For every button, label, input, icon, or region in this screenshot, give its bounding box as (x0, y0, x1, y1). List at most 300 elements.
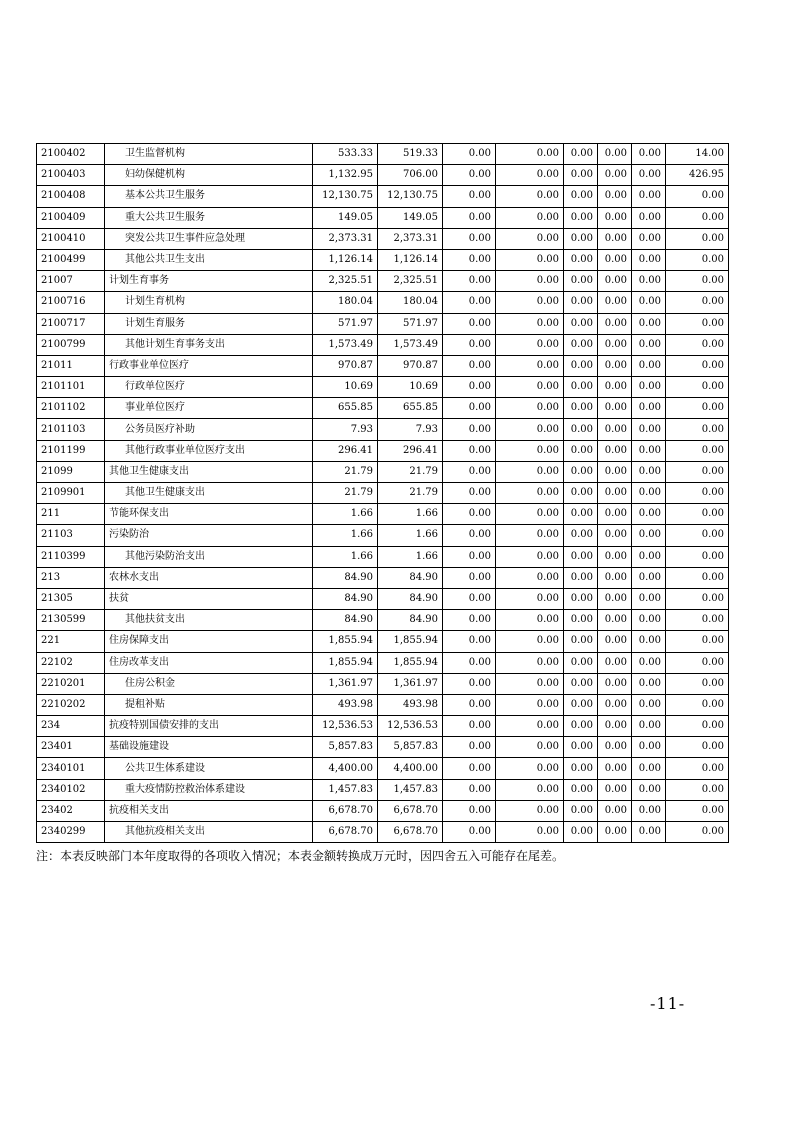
amount-cell: 0.00 (443, 673, 496, 694)
subject-code-cell: 2130599 (37, 610, 105, 631)
table-row (37, 419, 729, 440)
amount-cell: 0.00 (564, 313, 598, 334)
amount-cell: 0.00 (564, 355, 598, 376)
amount-cell: 0.00 (564, 567, 598, 588)
amount-cell: 0.00 (564, 483, 598, 504)
amount-cell: 1,126.14 (313, 249, 378, 270)
table-row (37, 165, 729, 186)
amount-cell: 0.00 (496, 377, 564, 398)
amount-cell: 0.00 (443, 567, 496, 588)
amount-cell: 0.00 (443, 271, 496, 292)
amount-cell: 5,857.83 (378, 737, 443, 758)
amount-cell: 0.00 (666, 822, 729, 843)
table-row (37, 207, 729, 228)
subject-name-cell: 行政单位医疗 (105, 377, 313, 398)
amount-cell: 0.00 (496, 144, 564, 165)
amount-cell: 21.79 (313, 483, 378, 504)
amount-cell: 0.00 (496, 504, 564, 525)
amount-cell: 0.00 (598, 800, 632, 821)
amount-cell: 0.00 (496, 567, 564, 588)
amount-cell: 0.00 (496, 228, 564, 249)
amount-cell: 0.00 (496, 313, 564, 334)
amount-cell: 0.00 (443, 822, 496, 843)
amount-cell: 0.00 (632, 144, 666, 165)
amount-cell: 0.00 (443, 207, 496, 228)
amount-cell: 12,130.75 (378, 186, 443, 207)
amount-cell: 0.00 (443, 631, 496, 652)
table-row (37, 673, 729, 694)
amount-cell: 12,536.53 (378, 716, 443, 737)
amount-cell: 1.66 (378, 525, 443, 546)
table-row (37, 355, 729, 376)
amount-cell: 0.00 (632, 546, 666, 567)
amount-cell: 0.00 (598, 567, 632, 588)
amount-cell: 0.00 (564, 440, 598, 461)
amount-cell: 706.00 (378, 165, 443, 186)
table-row (37, 483, 729, 504)
amount-cell: 1.66 (313, 546, 378, 567)
amount-cell: 0.00 (632, 186, 666, 207)
amount-cell: 0.00 (496, 249, 564, 270)
subject-name-cell: 事业单位医疗 (105, 398, 313, 419)
amount-cell: 0.00 (443, 758, 496, 779)
amount-cell: 0.00 (598, 271, 632, 292)
subject-name-cell: 其他行政事业单位医疗支出 (105, 440, 313, 461)
amount-cell: 0.00 (598, 228, 632, 249)
amount-cell: 2,325.51 (378, 271, 443, 292)
table-body (37, 144, 729, 843)
amount-cell: 4,400.00 (313, 758, 378, 779)
amount-cell: 1,457.83 (313, 779, 378, 800)
amount-cell: 0.00 (496, 631, 564, 652)
amount-cell: 0.00 (496, 525, 564, 546)
amount-cell: 0.00 (598, 377, 632, 398)
amount-cell: 5,857.83 (313, 737, 378, 758)
amount-cell: 0.00 (598, 334, 632, 355)
amount-cell: 0.00 (598, 737, 632, 758)
subject-code-cell: 23401 (37, 737, 105, 758)
amount-cell: 0.00 (496, 610, 564, 631)
subject-code-cell: 2100410 (37, 228, 105, 249)
table-row (37, 186, 729, 207)
amount-cell: 0.00 (598, 398, 632, 419)
amount-cell: 0.00 (564, 525, 598, 546)
amount-cell: 0.00 (632, 716, 666, 737)
table-row (37, 546, 729, 567)
amount-cell: 1,855.94 (378, 631, 443, 652)
amount-cell: 0.00 (564, 228, 598, 249)
amount-cell: 0.00 (496, 588, 564, 609)
amount-cell: 1.66 (378, 546, 443, 567)
amount-cell: 0.00 (443, 483, 496, 504)
amount-cell: 655.85 (378, 398, 443, 419)
table-row (37, 313, 729, 334)
amount-cell: 0.00 (666, 737, 729, 758)
amount-cell: 0.00 (564, 652, 598, 673)
subject-name-cell: 其他公共卫生支出 (105, 249, 313, 270)
subject-name-cell: 基础设施建设 (105, 737, 313, 758)
subject-name-cell: 公共卫生体系建设 (105, 758, 313, 779)
subject-name-cell: 行政事业单位医疗 (105, 355, 313, 376)
subject-code-cell: 21099 (37, 461, 105, 482)
amount-cell: 84.90 (378, 588, 443, 609)
amount-cell: 0.00 (443, 355, 496, 376)
amount-cell: 0.00 (666, 716, 729, 737)
amount-cell: 1,855.94 (313, 652, 378, 673)
amount-cell: 84.90 (313, 588, 378, 609)
amount-cell: 0.00 (598, 249, 632, 270)
subject-code-cell: 213 (37, 567, 105, 588)
table-row (37, 694, 729, 715)
amount-cell: 0.00 (496, 292, 564, 313)
amount-cell: 0.00 (632, 800, 666, 821)
amount-cell: 0.00 (564, 419, 598, 440)
amount-cell: 0.00 (496, 355, 564, 376)
amount-cell: 0.00 (632, 631, 666, 652)
subject-name-cell: 突发公共卫生事件应急处理 (105, 228, 313, 249)
amount-cell: 0.00 (666, 588, 729, 609)
amount-cell: 0.00 (598, 419, 632, 440)
subject-name-cell: 节能环保支出 (105, 504, 313, 525)
amount-cell: 1,361.97 (378, 673, 443, 694)
amount-cell: 296.41 (313, 440, 378, 461)
amount-cell: 0.00 (632, 694, 666, 715)
amount-cell: 0.00 (598, 716, 632, 737)
subject-name-cell: 公务员医疗补助 (105, 419, 313, 440)
amount-cell: 0.00 (598, 207, 632, 228)
amount-cell: 0.00 (666, 207, 729, 228)
subject-name-cell: 污染防治 (105, 525, 313, 546)
subject-code-cell: 2340102 (37, 779, 105, 800)
amount-cell: 180.04 (313, 292, 378, 313)
amount-cell: 0.00 (564, 737, 598, 758)
subject-code-cell: 2100408 (37, 186, 105, 207)
amount-cell: 1.66 (313, 525, 378, 546)
amount-cell: 0.00 (496, 673, 564, 694)
amount-cell: 0.00 (598, 588, 632, 609)
amount-cell: 970.87 (378, 355, 443, 376)
subject-code-cell: 2340299 (37, 822, 105, 843)
amount-cell: 519.33 (378, 144, 443, 165)
amount-cell: 0.00 (496, 737, 564, 758)
amount-cell: 1,573.49 (313, 334, 378, 355)
amount-cell: 0.00 (496, 716, 564, 737)
table-row (37, 398, 729, 419)
amount-cell: 1.66 (313, 504, 378, 525)
amount-cell: 149.05 (378, 207, 443, 228)
amount-cell: 0.00 (632, 461, 666, 482)
amount-cell: 0.00 (666, 673, 729, 694)
amount-cell: 149.05 (313, 207, 378, 228)
amount-cell: 0.00 (666, 419, 729, 440)
amount-cell: 0.00 (598, 652, 632, 673)
table-row (37, 800, 729, 821)
amount-cell: 1,573.49 (378, 334, 443, 355)
amount-cell: 21.79 (378, 461, 443, 482)
amount-cell: 0.00 (632, 207, 666, 228)
amount-cell: 0.00 (632, 525, 666, 546)
amount-cell: 0.00 (564, 588, 598, 609)
amount-cell: 0.00 (443, 440, 496, 461)
amount-cell: 493.98 (313, 694, 378, 715)
amount-cell: 0.00 (443, 292, 496, 313)
amount-cell: 0.00 (564, 165, 598, 186)
amount-cell: 0.00 (666, 504, 729, 525)
amount-cell: 0.00 (598, 144, 632, 165)
amount-cell: 0.00 (666, 758, 729, 779)
amount-cell: 0.00 (632, 610, 666, 631)
amount-cell: 0.00 (666, 779, 729, 800)
subject-code-cell: 211 (37, 504, 105, 525)
amount-cell: 1,132.95 (313, 165, 378, 186)
amount-cell: 0.00 (443, 525, 496, 546)
amount-cell: 6,678.70 (313, 822, 378, 843)
amount-cell: 0.00 (443, 249, 496, 270)
table-row (37, 271, 729, 292)
subject-name-cell: 住房公积金 (105, 673, 313, 694)
table-row (37, 652, 729, 673)
amount-cell: 0.00 (632, 398, 666, 419)
amount-cell: 0.00 (496, 271, 564, 292)
amount-cell: 0.00 (666, 546, 729, 567)
amount-cell: 0.00 (564, 207, 598, 228)
amount-cell: 2,373.31 (313, 228, 378, 249)
amount-cell: 0.00 (632, 271, 666, 292)
table-row (37, 504, 729, 525)
amount-cell: 0.00 (564, 694, 598, 715)
amount-cell: 0.00 (443, 546, 496, 567)
amount-cell: 0.00 (564, 504, 598, 525)
amount-cell: 0.00 (443, 461, 496, 482)
amount-cell: 0.00 (666, 652, 729, 673)
amount-cell: 0.00 (443, 588, 496, 609)
amount-cell: 0.00 (496, 758, 564, 779)
amount-cell: 0.00 (632, 334, 666, 355)
amount-cell: 0.00 (496, 800, 564, 821)
amount-cell: 0.00 (496, 652, 564, 673)
amount-cell: 1,457.83 (378, 779, 443, 800)
amount-cell: 0.00 (443, 652, 496, 673)
subject-name-cell: 卫生监督机构 (105, 144, 313, 165)
amount-cell: 0.00 (564, 716, 598, 737)
amount-cell: 0.00 (598, 165, 632, 186)
subject-name-cell: 提租补贴 (105, 694, 313, 715)
subject-name-cell: 其他卫生健康支出 (105, 483, 313, 504)
amount-cell: 0.00 (564, 673, 598, 694)
subject-code-cell: 23402 (37, 800, 105, 821)
amount-cell: 12,130.75 (313, 186, 378, 207)
amount-cell: 0.00 (564, 144, 598, 165)
subject-code-cell: 221 (37, 631, 105, 652)
amount-cell: 6,678.70 (313, 800, 378, 821)
amount-cell: 0.00 (564, 800, 598, 821)
amount-cell: 1,361.97 (313, 673, 378, 694)
subject-name-cell: 基本公共卫生服务 (105, 186, 313, 207)
amount-cell: 0.00 (598, 292, 632, 313)
amount-cell: 0.00 (666, 228, 729, 249)
amount-cell: 0.00 (598, 461, 632, 482)
amount-cell: 1.66 (378, 504, 443, 525)
subject-name-cell: 扶贫 (105, 588, 313, 609)
amount-cell: 0.00 (598, 758, 632, 779)
amount-cell: 0.00 (443, 779, 496, 800)
subject-code-cell: 2100799 (37, 334, 105, 355)
page-number: -11- (650, 994, 686, 1013)
subject-code-cell: 2101101 (37, 377, 105, 398)
subject-code-cell: 2210202 (37, 694, 105, 715)
subject-code-cell: 2100403 (37, 165, 105, 186)
amount-cell: 2,325.51 (313, 271, 378, 292)
amount-cell: 0.00 (598, 822, 632, 843)
amount-cell: 0.00 (598, 631, 632, 652)
subject-name-cell: 其他污染防治支出 (105, 546, 313, 567)
subject-name-cell: 计划生育服务 (105, 313, 313, 334)
amount-cell: 0.00 (632, 737, 666, 758)
budget-table (36, 143, 729, 843)
amount-cell: 0.00 (666, 567, 729, 588)
subject-code-cell: 2100402 (37, 144, 105, 165)
subject-code-cell: 21305 (37, 588, 105, 609)
amount-cell: 0.00 (564, 186, 598, 207)
amount-cell: 0.00 (666, 355, 729, 376)
amount-cell: 12,536.53 (313, 716, 378, 737)
amount-cell: 0.00 (666, 292, 729, 313)
amount-cell: 0.00 (564, 271, 598, 292)
subject-code-cell: 21011 (37, 355, 105, 376)
subject-name-cell: 住房保障支出 (105, 631, 313, 652)
amount-cell: 571.97 (313, 313, 378, 334)
table-row (37, 228, 729, 249)
amount-cell: 0.00 (666, 631, 729, 652)
amount-cell: 0.00 (598, 504, 632, 525)
subject-code-cell: 21103 (37, 525, 105, 546)
amount-cell: 533.33 (313, 144, 378, 165)
amount-cell: 0.00 (443, 334, 496, 355)
amount-cell: 0.00 (666, 461, 729, 482)
amount-cell: 6,678.70 (378, 800, 443, 821)
table-row (37, 716, 729, 737)
amount-cell: 0.00 (564, 779, 598, 800)
amount-cell: 14.00 (666, 144, 729, 165)
amount-cell: 0.00 (443, 694, 496, 715)
amount-cell: 0.00 (632, 504, 666, 525)
amount-cell: 296.41 (378, 440, 443, 461)
subject-code-cell: 22102 (37, 652, 105, 673)
amount-cell: 0.00 (666, 800, 729, 821)
amount-cell: 0.00 (632, 588, 666, 609)
table-row (37, 334, 729, 355)
table-note: 注：本表反映部门本年度取得的各项收入情况；本表金额转换成万元时，因四舍五入可能存在尾差。 (36, 849, 565, 863)
amount-cell: 0.00 (666, 271, 729, 292)
amount-cell: 0.00 (496, 207, 564, 228)
amount-cell: 0.00 (632, 440, 666, 461)
subject-code-cell: 2100717 (37, 313, 105, 334)
amount-cell: 2,373.31 (378, 228, 443, 249)
table-row (37, 440, 729, 461)
subject-name-cell: 计划生育事务 (105, 271, 313, 292)
amount-cell: 0.00 (496, 440, 564, 461)
amount-cell: 0.00 (443, 377, 496, 398)
amount-cell: 0.00 (564, 398, 598, 419)
amount-cell: 84.90 (313, 610, 378, 631)
amount-cell: 426.95 (666, 165, 729, 186)
amount-cell: 84.90 (378, 567, 443, 588)
amount-cell: 0.00 (632, 292, 666, 313)
amount-cell: 84.90 (313, 567, 378, 588)
subject-code-cell: 2100409 (37, 207, 105, 228)
amount-cell: 970.87 (313, 355, 378, 376)
amount-cell: 0.00 (496, 483, 564, 504)
subject-name-cell: 计划生育机构 (105, 292, 313, 313)
amount-cell: 0.00 (598, 440, 632, 461)
amount-cell: 180.04 (378, 292, 443, 313)
amount-cell: 493.98 (378, 694, 443, 715)
amount-cell: 0.00 (564, 546, 598, 567)
amount-cell: 0.00 (496, 165, 564, 186)
amount-cell: 0.00 (443, 144, 496, 165)
amount-cell: 0.00 (632, 483, 666, 504)
amount-cell: 0.00 (443, 737, 496, 758)
table-row (37, 525, 729, 546)
subject-code-cell: 2340101 (37, 758, 105, 779)
amount-cell: 0.00 (598, 694, 632, 715)
amount-cell: 1,855.94 (313, 631, 378, 652)
subject-code-cell: 2101199 (37, 440, 105, 461)
amount-cell: 0.00 (496, 461, 564, 482)
amount-cell: 0.00 (496, 694, 564, 715)
amount-cell: 10.69 (378, 377, 443, 398)
amount-cell: 0.00 (666, 525, 729, 546)
subject-name-cell: 其他抗疫相关支出 (105, 822, 313, 843)
amount-cell: 0.00 (598, 313, 632, 334)
amount-cell: 0.00 (598, 546, 632, 567)
table-row (37, 779, 729, 800)
amount-cell: 0.00 (666, 249, 729, 270)
table-row (37, 292, 729, 313)
subject-code-cell: 2100499 (37, 249, 105, 270)
amount-cell: 0.00 (496, 546, 564, 567)
amount-cell: 0.00 (632, 355, 666, 376)
amount-cell: 0.00 (496, 822, 564, 843)
amount-cell: 0.00 (598, 355, 632, 376)
amount-cell: 0.00 (443, 610, 496, 631)
amount-cell: 7.93 (313, 419, 378, 440)
amount-cell: 0.00 (598, 779, 632, 800)
table-row (37, 567, 729, 588)
amount-cell: 0.00 (632, 165, 666, 186)
amount-cell: 0.00 (443, 800, 496, 821)
amount-cell: 0.00 (666, 440, 729, 461)
amount-cell: 0.00 (598, 673, 632, 694)
amount-cell: 0.00 (443, 419, 496, 440)
amount-cell: 0.00 (443, 313, 496, 334)
amount-cell: 10.69 (313, 377, 378, 398)
subject-name-cell: 抗疫特别国债安排的支出 (105, 716, 313, 737)
amount-cell: 0.00 (632, 673, 666, 694)
amount-cell: 84.90 (378, 610, 443, 631)
amount-cell: 0.00 (632, 652, 666, 673)
amount-cell: 0.00 (632, 758, 666, 779)
amount-cell: 0.00 (632, 228, 666, 249)
amount-cell: 0.00 (564, 292, 598, 313)
amount-cell: 0.00 (666, 483, 729, 504)
subject-code-cell: 234 (37, 716, 105, 737)
amount-cell: 0.00 (632, 377, 666, 398)
subject-name-cell: 其他扶贫支出 (105, 610, 313, 631)
amount-cell: 0.00 (496, 779, 564, 800)
amount-cell: 571.97 (378, 313, 443, 334)
amount-cell: 0.00 (666, 334, 729, 355)
